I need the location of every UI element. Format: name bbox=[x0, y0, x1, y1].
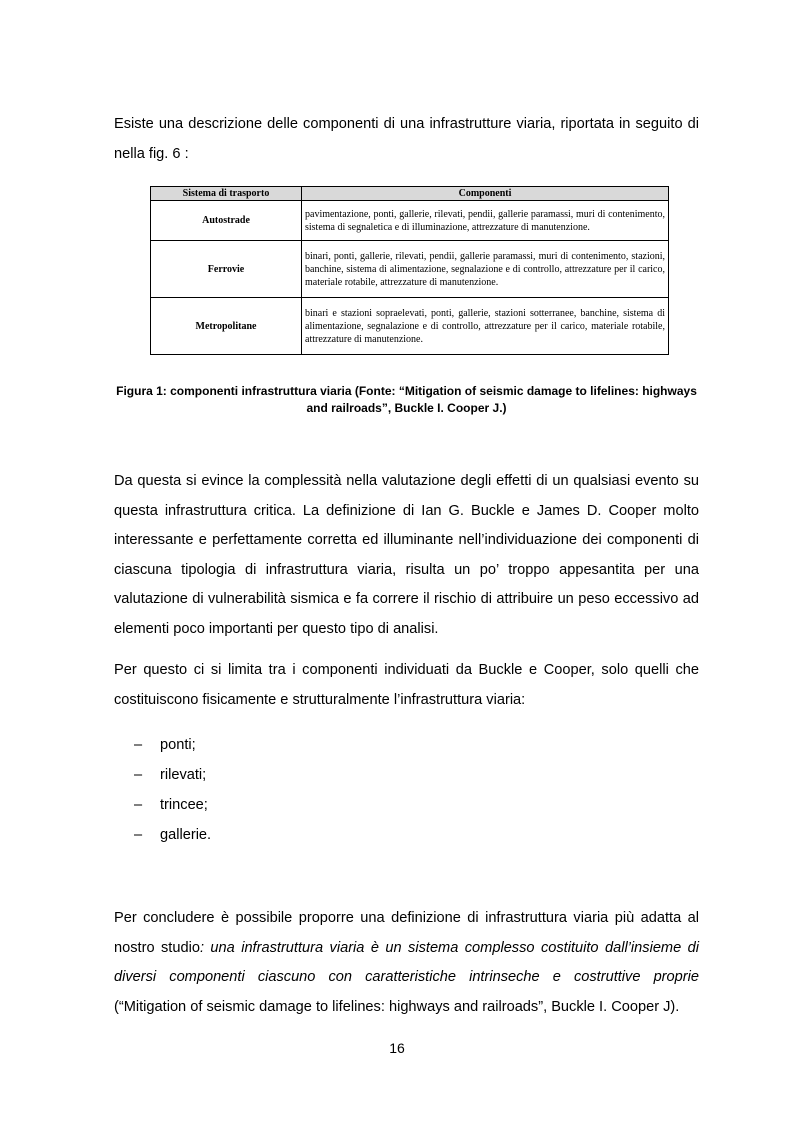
table-row bbox=[151, 201, 669, 241]
list-item bbox=[134, 820, 534, 850]
list-item-text: rilevati; bbox=[160, 767, 207, 783]
components-cell: binari, ponti, gallerie, rilevati, pendii, gallerie paramassi, muri di contenimento, stazioni, banchine, sistema di alimentazione, segnalazione e di controllo, attrezzature per il carico, materiale rotabile, attrezzature di manutenzione. bbox=[302, 241, 669, 298]
table-row bbox=[151, 298, 669, 355]
body-paragraph: Per questo ci si limita tra i componenti individuati da Buckle e Cooper, solo quelli che costituiscono fisicamente e strutturalmente l’infrastruttura viaria: bbox=[114, 662, 699, 708]
list-item-text: gallerie. bbox=[160, 827, 212, 843]
conclusion-citation: (“Mitigation of seismic damage to lifelines: highways and railroads”, Buckle I. Cooper J). bbox=[114, 998, 680, 1015]
components-table bbox=[150, 186, 669, 355]
components-cell: binari e stazioni sopraelevati, ponti, gallerie, stazioni sotterranee, banchine, sistema di alimentazione, segnalazione e di controllo, attrezzature per il carico, materiale rotabile, attrezzature di manutenzione. bbox=[302, 298, 669, 355]
intro-paragraph: Esiste una descrizione delle componenti di una infrastrutture viaria, riportata in seguito di nella fig. 6 : bbox=[114, 116, 699, 162]
conclusion-paragraph bbox=[114, 904, 699, 1022]
list-item bbox=[134, 760, 534, 790]
system-cell: Metropolitane bbox=[151, 298, 302, 355]
conclusion-lead: Per concludere è possibile proporre una definizione di infrastruttura viaria più adatta al nostro studio bbox=[114, 910, 699, 956]
dash-bullet: – bbox=[134, 827, 143, 843]
table-header-row bbox=[151, 187, 669, 201]
header-system: Sistema di trasporto bbox=[151, 187, 302, 201]
page-number: 16 bbox=[389, 1040, 405, 1056]
list-item-text: trincee; bbox=[160, 797, 208, 813]
list-item-text: ponti; bbox=[160, 737, 196, 753]
system-cell: Ferrovie bbox=[151, 241, 302, 298]
body-paragraph: Da questa si evince la complessità nella valutazione degli effetti di un qualsiasi evento su questa infrastruttura critica. La definizione di Ian G. Buckle e James D. Cooper molto interessante e perfettamente corretta ed illuminante nell’individuazione dei componenti di ciascuna tipologia di infrastruttura viaria, risulta un po’ troppo appesantita per una valutazione di vulnerabilità sismica e fa correre il rischio di attribuire un peso eccessivo ad elementi poco importanti per questo tipo di analisi. bbox=[114, 473, 699, 637]
components-cell: pavimentazione, ponti, gallerie, rilevati, pendii, gallerie paramassi, muri di contenimento, sistema di segnaletica e di illuminazione, attrezzature di manutenzione. bbox=[302, 201, 669, 241]
components-list bbox=[134, 730, 534, 850]
dash-bullet: – bbox=[134, 767, 143, 783]
dash-bullet: – bbox=[134, 797, 143, 813]
system-cell: Autostrade bbox=[151, 201, 302, 241]
table-row bbox=[151, 241, 669, 298]
header-components: Componenti bbox=[302, 187, 669, 201]
definition-italic: : una infrastruttura viaria è un sistema complesso costituito dall’insieme di diversi componenti ciascuno con caratteristiche intrinseche e costruttive proprie bbox=[114, 939, 699, 985]
dash-bullet: – bbox=[134, 737, 143, 753]
figure-caption: Figura 1: componenti infrastruttura viaria (Fonte: “Mitigation of seismic damage to lifelines: highways and railroads”, Buckle I. Cooper J.) bbox=[116, 384, 697, 415]
list-item bbox=[134, 790, 534, 820]
list-item bbox=[134, 730, 534, 760]
